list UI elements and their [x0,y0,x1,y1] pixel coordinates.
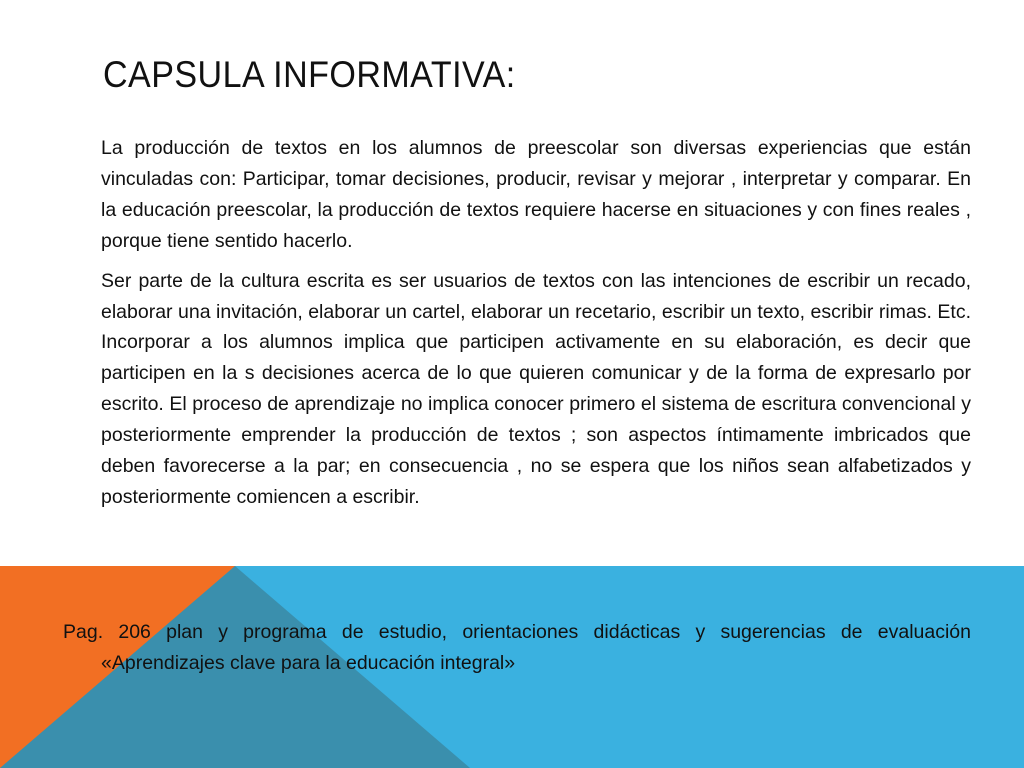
paragraph-1: La producción de textos en los alumnos de preescolar son diversas experiencias que están vinculadas con: Participar, tomar decisiones, producir, revisar y mejorar , interpretar y comparar. En la educación preescolar, la producción de textos requiere hacerse en situaciones y con fines reales , porque tiene sentido hacerlo. [101,137,971,252]
slide-title: CAPSULA INFORMATIVA: [103,54,516,95]
reference-citation: Pag. 206 plan y programa de estudio, orientaciones didácticas y sugerencias de evaluación «Aprendizajes clave para la educación integral» [63,621,971,674]
slide-body [101,133,971,522]
paragraph-2: Ser parte de la cultura escrita es ser usuarios de textos con las intenciones de escribir un recado, elaborar una invitación, elaborar un cartel, elaborar un recetario, escribir un texto, escribir rimas. Etc. Incorporar a los alumnos implica que participen activamente en su elaboración, es decir que participen en la s decisiones acerca de lo que quieren comunicar y de la forma de expresarlo por escrito. El proceso de aprendizaje no implica conocer primero el sistema de escritura convencional y posteriormente emprender la producción de textos ; son aspectos íntimamente imbricados que deben favorecerse a la par; en consecuencia , no se espera que los niños sean alfabetizados y posteriormente comiencen a escribir. [101,269,971,508]
